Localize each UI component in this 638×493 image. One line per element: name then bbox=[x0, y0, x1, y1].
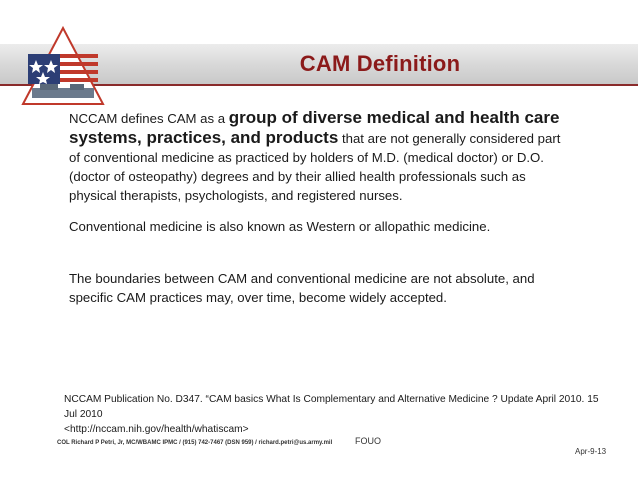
citation bbox=[64, 392, 604, 437]
paragraph-definition bbox=[69, 108, 569, 205]
paragraph-definition-emphasis: group of diverse medical and health care systems, practices, and products bbox=[69, 108, 560, 147]
body-text bbox=[69, 108, 569, 307]
us-flag-star-logo-icon bbox=[18, 24, 108, 108]
paragraph-conventional: Conventional medicine is also known as Western or allopathic medicine. bbox=[69, 219, 491, 234]
paragraph-definition-rest: that are not generally considered part of conventional medicine as practiced by holders of M.D. (medical doctor) or D.O. (doctor of osteopathy) degrees and by their allied health professionals such as physical therapists, psychologists, and registered nurses. bbox=[69, 131, 561, 203]
footer-contact: COL Richard P Petri, Jr, MC/WBAMC IPMC / (915) 742-7467 (DSN 959) / richard.petri@us.army.mil bbox=[57, 440, 333, 446]
footer-date: Apr-9-13 bbox=[575, 447, 607, 456]
paragraph-definition-lead: NCCAM defines CAM as a bbox=[69, 111, 229, 126]
page-title: CAM Definition bbox=[299, 51, 461, 76]
paragraph-boundaries: The boundaries between CAM and conventional medicine are not absolute, and specific CAM practices may, over time, become widely accepted. bbox=[69, 271, 535, 305]
citation-url: <http://nccam.nih.gov/health/whatiscam> bbox=[64, 424, 249, 435]
citation-line-1: NCCAM Publication No. D347. “CAM basics What Is Complementary and Alternative Medicine ? Update April 2010. 15 Jul 2010 bbox=[64, 394, 599, 420]
footer-classification: FOUO bbox=[355, 436, 381, 446]
